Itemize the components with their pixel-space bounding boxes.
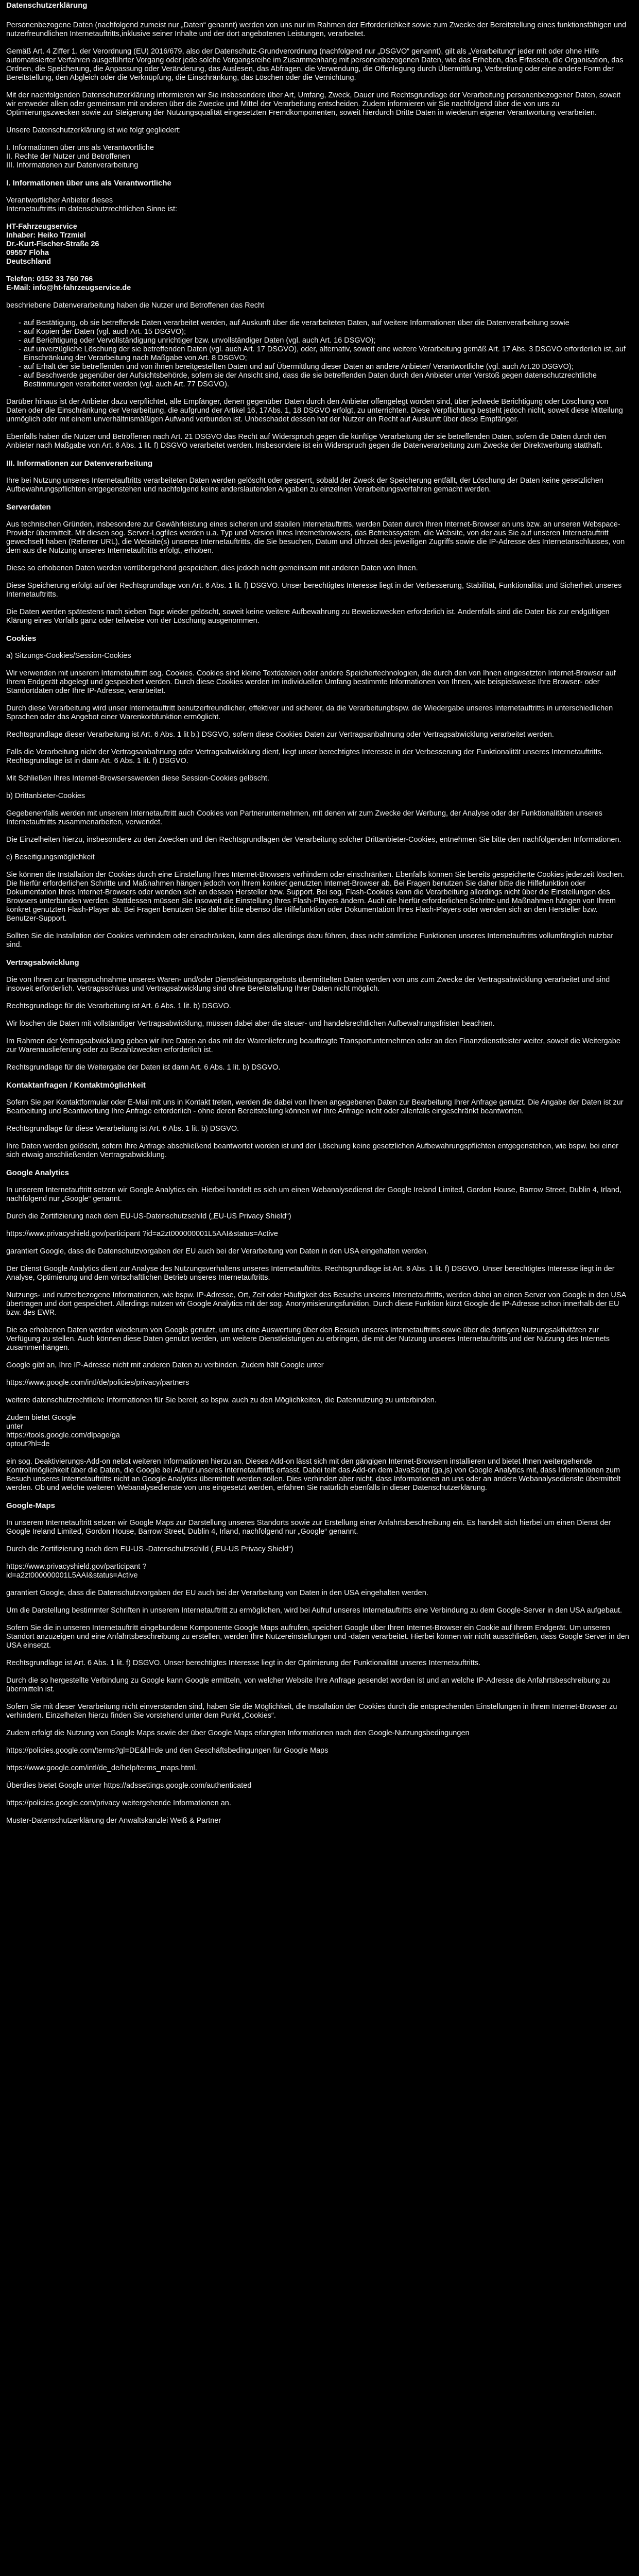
contact-paragraph: Ihre Daten werden gelöscht, sofern Ihre Anfrage abschließend beantwortet worden ist und der Löschung keine gesetzlichen Aufbewahrungspflichten entgegenstehen, wie bspw. bei einer sich etwaig anschließenden Vertragsabwicklung. [6,1142,618,1159]
maps-paragraph: Zudem erfolgt die Nutzung von Google Maps sowie der über Google Maps erlangten Informationen nach den Google-Nutzungsbedingungen [6,1729,470,1737]
section-google-maps [6,1501,629,1825]
google-privacy-link[interactable]: https://policies.google.com/privacy weitergehende Informationen an. [6,1799,231,1807]
analytics-paragraph: garantiert Google, dass die Datenschutzvorgaben der EU auch bei der Verarbeitung von Daten in den USA eingehalten werden. [6,1247,428,1256]
rights-list [6,319,629,389]
maps-paragraph: In unserem Internetauftritt setzen wir Google Maps zur Darstellung unseres Standorts sowie zur Erstellung einer Anfahrtsbeschreibung ein. Es handelt sich hierbei um einen Dienst der Google Ireland Limited, Gordon House, Barrow Street, Dublin 4, Irland, nachfolgend nur „Google“ genannt. [6,1519,611,1536]
contact-paragraph: Sofern Sie per Kontaktformular oder E-Mail mit uns in Kontakt treten, werden die dabei von Ihnen angegebenen Daten zur Bearbeitung Ihrer Anfrage genutzt. Die Angabe der Daten ist zur Bearbeitung und Beantwortung Ihre Anfrage erforderlich - ohne deren Bereitstellung können wir Ihre Anfrage nicht oder allenfalls eingeschränkt beantworten. [6,1098,624,1115]
adssettings-link[interactable]: Überdies bietet Google unter https://adssettings.google.com/authenticated [6,1782,252,1790]
list-item: - auf Kopien der Daten (vgl. auch Art. 15 DSGVO); [24,328,629,336]
section-contract [6,958,629,1072]
server-paragraph: Diese Speicherung erfolgt auf der Rechtsgrundlage von Art. 6 Abs. 1 lit. f) DSGVO. Unser berechtigtes Interesse liegt in der Verbesserung, Stabilität, Funktionalität und Sicherheit unseres Internetauftritts. [6,582,622,599]
company-street: Dr.-Kurt-Fischer-Straße 26 [6,240,99,248]
responsible-lead [6,196,629,214]
rights-paragraph: Darüber hinaus ist der Anbieter dazu verpflichtet, alle Empfänger, denen gegenüber Daten durch den Anbieter offengelegt worden sind, über jedwede Berichtigung oder Löschung von Daten oder die Einschränkung der Verarbeitung, die aufgrund der Artikel 16, 17Abs. 1, 18 DSGVO erfolgt, zu unterrichten. Diese Verpflichtung besteht jedoch nicht, soweit diese Mitteilung unmöglich oder mit einem unverhältnismäßigen Aufwand verbunden ist. Unbeschadet dessen hat der Nutzer ein Recht auf Auskunft über diese Empfänger. [6,398,623,423]
server-paragraph: Aus technischen Gründen, insbesondere zur Gewährleistung eines sicheren und stabilen Internetauftritts, werden Daten durch Ihren Internet-Browser an uns bzw. an unseren Webspace-Provider übermittelt. Mit diesen sog. Server-Logfiles werden u.a. Typ und Version Ihres Internetbrowsers, das Betriebssystem, die Website, von der aus Sie auf unseren Internetauftritt gewechselt haben (Referrer URL), die Website(s) unseres Internetauftritts, die Sie besuchen, Datum und Uhrzeit des jeweiligen Zugriffs sowie die IP-Adresse des Internetanschlusses, von dem aus die Nutzung unseres Internetauftritts erfolgt, erhoben. [6,520,625,555]
analytics-paragraph: Nutzungs- und nutzerbezogene Informationen, wie bspw. IP-Adresse, Ort, Zeit oder Häufigkeit des Besuchs unseres Internetauftritts, werden dabei an einen Server von Google in den USA übertragen und dort gespeichert. Allerdings nutzen wir Google Analytics mit der sog. Anonymisierungsfunktion. Durch diese Funktion kürzt Google die IP-Adresse schon innerhalb der EU bzw. des EWR. [6,1291,626,1317]
intro-paragraph: Mit der nachfolgenden Datenschutzerklärung informieren wir Sie insbesondere über Art, Umfang, Zweck, Dauer und Rechtsgrundlage der Verarbeitung personenbezogener Daten, soweit wir entweder allein oder gemeinsam mit anderen über die Zwecke und Mittel der Verarbeitung entscheiden. Zudem informieren wir Sie nachfolgend über die von uns zu Optimierungszwecken sowie zur Steigerung der Nutzungsqualität eingesetzten Fremdkomponenten, soweit hierdurch Dritte Daten in wiederum eigener Verantwortung verarbeiten. [6,91,620,117]
section-responsible [6,179,629,293]
maps-terms-link[interactable]: https://www.google.com/intl/de_de/help/terms_maps.html. [6,1764,197,1772]
privacy-shield-link[interactable]: https://www.privacyshield.gov/participant ?id=a2zt000000001L5AAI&status=Active [6,1230,278,1238]
maps-paragraph: Sofern Sie die in unseren Internetauftritt eingebundene Komponente Google Maps aufrufen, speichert Google über Ihren Internet-Browser ein Cookie auf Ihrem Endgerät. Um unseren Standort anzuzeigen und eine Anfahrtsbeschreibung zu erstellen, werden Ihre Nutzereinstellungen und -daten verarbeitet. Hierbei können wir nicht ausschließen, dass Google Server in den USA einsetzt. [6,1624,629,1650]
intro-paragraph: Gemäß Art. 4 Ziffer 1. der Verordnung (EU) 2016/679, also der Datenschutz-Grundverordnung (nachfolgend nur „DSGVO“ genannt), gilt als „Verarbeitung“ jeder mit oder ohne Hilfe automatisierter Verfahren ausgeführter Vorgang oder jede solche Vorgangsreihe im Zusammenhang mit personenbezogenen Daten, wie das Erheben, das Erfassen, die Organisation, das Ordnen, die Speicherung, die Anpassung oder Veränderung, das Auslesen, das Abfragen, die Verwendung, die Offenlegung durch Übermittlung, Verbreitung oder eine andere Form der Bereitstellung, den Abgleich oder die Verknüpfung, die Einschränkung, das Löschen oder die Vernichtung. [6,47,624,82]
cookies-paragraph: Mit Schließen Ihres Internet-Browsersswerden diese Session-Cookies gelöscht. [6,774,269,783]
maps-paragraph: Sofern Sie mit dieser Verarbeitung nicht einverstanden sind, haben Sie die Möglichkeit, die Installation der Cookies durch die entsprechenden Einstellungen in Ihrem Internet-Browser zu verhindern. Einzelheiten hierzu finden Sie vorstehend unter dem Punkt „Cookies“. [6,1703,617,1720]
section-heading: Kontaktanfragen / Kontaktmöglichkeit [6,1081,146,1090]
intro-paragraph: Unsere Datenschutzerklärung ist wie folgt gegliedert: [6,126,181,134]
table-of-contents [6,144,629,170]
section-google-analytics [6,1168,629,1493]
lead-line: Verantwortlicher Anbieter dieses [6,196,113,205]
subsection-title: c) Beseitigungsmöglichkeit [6,853,95,861]
maps-paragraph: Durch die Zertifizierung nach dem EU-US -Datenschutzschild („EU-US Privacy Shield“) [6,1545,293,1553]
intro-section [6,21,629,170]
section-cookies [6,634,629,950]
contract-paragraph: Im Rahmen der Vertragsabwicklung geben wir Ihre Daten an das mit der Warenlieferung beauftragte Transportunternehmen oder an den Finanzdienstleister weiter, soweit die Weitergabe zur Warenauslieferung oder zu Bezahlzwecken erforderlich ist. [6,1037,620,1054]
cookies-paragraph: Gegebenenfalls werden mit unserem Internetauftritt auch Cookies von Partnerunternehmen, mit denen wir zum Zwecke der Werbung, der Analyse oder der Funktionalitäten unseres Internetauftritts zusammenarbeiten, verwendet. [6,809,602,826]
analytics-paragraph: Google gibt an, Ihre IP-Adresse nicht mit anderen Daten zu verbinden. Zudem hält Google unter [6,1361,324,1369]
company-owner: Inhaber: Heiko Trzmiel [6,231,86,240]
section-heading: III. Informationen zur Datenverarbeitung [6,459,153,468]
cookies-paragraph: Sollten Sie die Installation der Cookies verhindern oder einschränken, kann dies allerdings dazu führen, dass nicht sämtliche Funktionen unseres Internetauftritts vollumfänglich nutzbar sind. [6,932,614,949]
toc-item: II. Rechte der Nutzer und Betroffenen [6,152,130,161]
section-heading: I. Informationen über uns als Verantwortliche [6,179,171,188]
server-paragraph: Diese so erhobenen Daten werden vorrübergehend gespeichert, dies jedoch nicht gemeinsam mit anderen Daten von Ihnen. [6,564,418,572]
contract-paragraph: Rechtsgrundlage für die Verarbeitung ist Art. 6 Abs. 1 lit. b) DSGVO. [6,1002,231,1010]
maps-paragraph: Um die Darstellung bestimmter Schriften in unserem Internetauftritt zu ermöglichen, wird bei Aufruf unseres Internetauftritts eine Verbindung zu dem Google-Server in den USA aufgebaut. [6,1606,623,1615]
optout-link[interactable]: Zudem bietet Google unter https://tools.google.com/dlpage/ga optout?hl=de [6,1414,120,1448]
subsection-title: a) Sitzungs-Cookies/Session-Cookies [6,652,131,660]
template-credit: Muster-Datenschutzerklärung der Anwaltskanzlei Weiß & Partner [6,1817,221,1825]
processing-paragraph: Ihre bei Nutzung unseres Internetauftritts verarbeiteten Daten werden gelöscht oder gesperrt, sobald der Zweck der Speicherung entfällt, der Löschung der Daten keine gesetzlichen Aufbewahrungspflichten entgegenstehen und nachfolgend keine anderslautenden Angaben zu einzelnen Verarbeitungsverfahren gemacht werden. [6,477,603,494]
subsection-title: b) Drittanbieter-Cookies [6,792,85,800]
list-item: - auf Berichtigung oder Vervollständigung unrichtiger bzw. unvollständiger Daten (vgl. auch Art. 16 DSGVO); [24,336,629,345]
section-heading: Vertragsabwicklung [6,958,79,967]
section-rights [6,301,629,450]
contract-paragraph: Die von Ihnen zur Inanspruchnahme unseres Waren- und/oder Dienstleistungsangebots übermittelten Daten werden von uns zum Zwecke der Vertragsabwicklung verarbeitet und sind insoweit erforderlich. Vertragsschluss und Vertragsabwicklung sind ohne Bereitstellung Ihrer Daten nicht möglich. [6,976,610,993]
company-name: HT-Fahrzeugservice [6,223,77,231]
page-title: Datenschutzerklärung [6,1,88,10]
cookies-paragraph: Falls die Verarbeitung nicht der Vertragsanbahnung oder Vertragsabwicklung dient, liegt unser berechtigtes Interesse in der Verbesserung der Funktionalität unseres Internetauftritts. Rechtsgrundlage ist in dann Art. 6 Abs. 1 lit. f) DSGVO. [6,748,603,765]
maps-paragraph: Durch die so hergestellte Verbindung zu Google kann Google ermitteln, von welcher Website Ihre Anfrage gesendet worden ist und an welche IP-Adresse die Anfahrtsbeschreibung zu übermitteln ist. [6,1676,610,1693]
toc-item: III. Informationen zur Datenverarbeitung [6,161,139,170]
contract-paragraph: Rechtsgrundlage für die Weitergabe der Daten ist dann Art. 6 Abs. 1 lit. b) DSGVO. [6,1063,281,1072]
company-address [6,223,629,266]
list-item: - auf Erhalt der sie betreffenden und von ihnen bereitgestellten Daten und auf Übermittlung dieser Daten an andere Anbieter/ Verantwortliche (vgl. auch Art.20 DSGVO); [24,363,629,371]
rights-lead: beschriebene Datenverarbeitung haben die Nutzer und Betroffenen das Recht [6,301,265,310]
contact-paragraph: Rechtsgrundlage für diese Verarbeitung ist Art. 6 Abs. 1 lit. b) DSGVO. [6,1125,239,1133]
company-city: 09557 Flöha [6,249,49,257]
section-data-processing [6,459,629,494]
list-item: - auf Bestätigung, ob sie betreffende Daten verarbeitet werden, auf Auskunft über die verarbeiteten Daten, auf weitere Informationen über die Datenverarbeitung sowie [24,319,629,328]
rights-paragraph: Ebenfalls haben die Nutzer und Betroffenen nach Art. 21 DSGVO das Recht auf Widerspruch gegen die künftige Verarbeitung der sie betreffenden Daten, sofern die Daten durch den Anbieter nach Maßgabe von Art. 6 Abs. 1 lit. f) DSGVO verarbeitet werden. Insbesondere ist ein Widerspruch gegen die Datenverarbeitung zum Zwecke der Direktwerbung statthaft. [6,433,607,450]
section-heading: Google Analytics [6,1168,69,1177]
company-contact [6,275,629,293]
list-item: - auf Beschwerde gegenüber der Aufsichtsbehörde, sofern sie der Ansicht sind, dass die sie betreffenden Daten durch den Anbieter unter Verstoß gegen datenschutzrechtliche Bestimmungen verarbeitet werden (vgl. auch Art. 77 DSGVO). [24,371,629,389]
google-partners-link[interactable]: https://www.google.com/intl/de/policies/privacy/partners [6,1379,189,1387]
maps-paragraph: Rechtsgrundlage ist Art. 6 Abs. 1 lit. f) DSGVO. Unser berechtigtes Interesse liegt in der Optimierung der Funktionalität unseres Internetauftritts. [6,1659,481,1667]
analytics-paragraph: weitere datenschutzrechtliche Informationen für Sie bereit, so bspw. auch zu den Möglichkeiten, die Datennutzung zu unterbinden. [6,1396,437,1404]
company-country: Deutschland [6,258,51,266]
section-heading: Google-Maps [6,1501,56,1510]
google-terms-link[interactable]: https://policies.google.com/terms?gl=DE&hl=de und den Geschäftsbedingungen für Google Maps [6,1747,329,1755]
section-heading: Cookies [6,634,37,643]
analytics-paragraph: Der Dienst Google Analytics dient zur Analyse des Nutzungsverhaltens unseres Internetauftritts. Rechtsgrundlage ist Art. 6 Abs. 1 lit. f) DSGVO. Unser berechtigtes Interesse liegt in der Analyse, Optimierung und dem wirtschaftlichen Betrieb unseres Internetauftritts. [6,1265,615,1282]
section-server-data [6,503,629,625]
intro-paragraph: Personenbezogene Daten (nachfolgend zumeist nur „Daten“ genannt) werden von uns nur im Rahmen der Erforderlichkeit sowie zum Zwecke der Bereitstellung eines funktionsfähigen und nutzerfreundlichen Internetauftritts,inklusive seiner Inhalte und der dort angebotenen Leistungen, verarbeitet. [6,21,627,38]
analytics-paragraph: Durch die Zertifizierung nach dem EU-US-Datenschutzschild („EU-US Privacy Shield“) [6,1212,291,1221]
toc-item: I. Informationen über uns als Verantwortliche [6,144,154,152]
privacy-shield-link[interactable]: https://www.privacyshield.gov/participant ?id=a2zt000000001L5AAI&status=Active [6,1563,147,1580]
section-heading: Serverdaten [6,503,51,512]
company-phone: Telefon: 0152 33 760 766 [6,275,93,283]
contract-paragraph: Wir löschen die Daten mit vollständiger Vertragsabwicklung, müssen dabei aber die steuer- und handelsrechtlichen Aufbewahrungsfristen beachten. [6,1020,495,1028]
cookies-paragraph: Sie können die Installation der Cookies durch eine Einstellung Ihres Internet-Browsers verhindern oder einschränken. Ebenfalls können Sie bereits gespeicherte Cookies jederzeit löschen. Die hierfür erforderlichen Schritte und Maßnahmen hängen jedoch von Ihrem konkret genutzten Internet-Browser ab. Bei Fragen benutzen Sie daher bitte die Hilfefunktion oder Dokumentation Ihres Internet-Browsers oder wenden sich an dessen Hersteller bzw. Support. Bei sog. Flash-Cookies kann die Verarbeitung allerdings nicht über die Einstellungen des Browsers unterbunden werden. Stattdessen müssen Sie insoweit die Einstellung Ihres Flash-Players ändern. Auch die hierfür erforderlichen Schritte und Maßnahmen hängen von Ihrem konkret genutzten Flash-Player ab. Bei Fragen benutzen Sie daher bitte ebenso die Hilfefunktion oder Dokumentation Ihres Flash-Players oder wenden sich an den Hersteller bzw. Benutzer-Support. [6,871,625,923]
company-email[interactable]: E-Mail: info@ht-fahrzeugservice.de [6,284,131,292]
analytics-paragraph: Die so erhobenen Daten werden wiederum von Google genutzt, um uns eine Auswertung über den Besuch unseres Internetauftritts sowie über die dortigen Nutzungsaktivitäten zur Verfügung zu stellen. Auch können diese Daten genutzt werden, um weitere Dienstleistungen zu erbringen, die mit der Nutzung unseres Internetauftritts und der Nutzung des Internets zusammenhängen. [6,1326,610,1352]
analytics-paragraph: ein sog. Deaktivierungs-Add-on nebst weiteren Informationen hierzu an. Dieses Add-on lässt sich mit den gängigen Internet-Browsern installieren und bietet Ihnen weitergehende Kontrollmöglichkeit über die Daten, die Google bei Aufruf unseres Internetauftritts erfasst. Dabei teilt das Add-on dem JavaScript (ga.js) von Google Analytics mit, dass Informationen zum Besuch unseres Internetauftritts nicht an Google Analytics übermittelt werden sollen. Dies verhindert aber nicht, dass Informationen an uns oder an andere Webanalysedienste übermittelt werden. Ob und welche weiteren Webanalysedienste von uns eingesetzt werden, erfahren Sie natürlich ebenfalls in dieser Datenschutzerklärung. [6,1458,621,1492]
section-contact-requests [6,1081,629,1160]
cookies-paragraph: Rechtsgrundlage dieser Verarbeitung ist Art. 6 Abs. 1 lit b.) DSGVO, sofern diese Cookies Daten zur Vertragsanbahnung oder Vertragsabwicklung verarbeitet werden. [6,731,554,739]
maps-paragraph: garantiert Google, dass die Datenschutzvorgaben der EU auch bei der Verarbeitung von Daten in den USA eingehalten werden. [6,1589,428,1597]
lead-line: Internetauftritts im datenschutzrechtlichen Sinne ist: [6,205,178,213]
server-paragraph: Die Daten werden spätestens nach sieben Tage wieder gelöscht, soweit keine weitere Aufbewahrung zu Beweiszwecken erforderlich ist. Andernfalls sind die Daten bis zur endgültigen Klärung eines Vorfalls ganz oder teilweise von der Löschung ausgenommen. [6,608,610,625]
cookies-paragraph: Wir verwenden mit unserem Internetauftritt sog. Cookies. Cookies sind kleine Textdateien oder andere Speichertechnologien, die durch den von Ihnen eingesetzten Internet-Browser auf Ihrem Endgerät abgelegt und gespeichert werden. Durch diese Cookies werden im individuellen Umfang bestimmte Informationen von Ihnen, wie beispielsweise Ihre Browser- oder Standortdaten oder Ihre IP-Adresse, verarbeitet. [6,669,616,695]
cookies-paragraph: Durch diese Verarbeitung wird unser Internetauftritt benutzerfreundlicher, effektiver und sicherer, da die Verarbeitungbspw. die Wiedergabe unseres Internetauftritts in unterschiedlichen Sprachen oder das Angebot einer Warenkorbfunktion ermöglicht. [6,704,613,721]
cookies-paragraph: Die Einzelheiten hierzu, insbesondere zu den Zwecken und den Rechtsgrundlagen der Verarbeitung solcher Drittanbieter-Cookies, entnehmen Sie bitte den nachfolgenden Informationen. [6,836,621,844]
list-item: - auf unverzügliche Löschung der sie betreffenden Daten (vgl. auch Art. 17 DSGVO), oder, alternativ, soweit eine weitere Verarbeitung gemäß Art. 17 Abs. 3 DSGVO erforderlich ist, auf Einschränkung der Verarbeitung nach Maßgabe von Art. 8 DSGVO; [24,345,629,363]
analytics-paragraph: In unserem Internetauftritt setzen wir Google Analytics ein. Hierbei handelt es sich um einen Webanalysedienst der Google Ireland Limited, Gordon House, Barrow Street, Dublin 4, Irland, nachfolgend nur „Google“ genannt. [6,1186,622,1203]
